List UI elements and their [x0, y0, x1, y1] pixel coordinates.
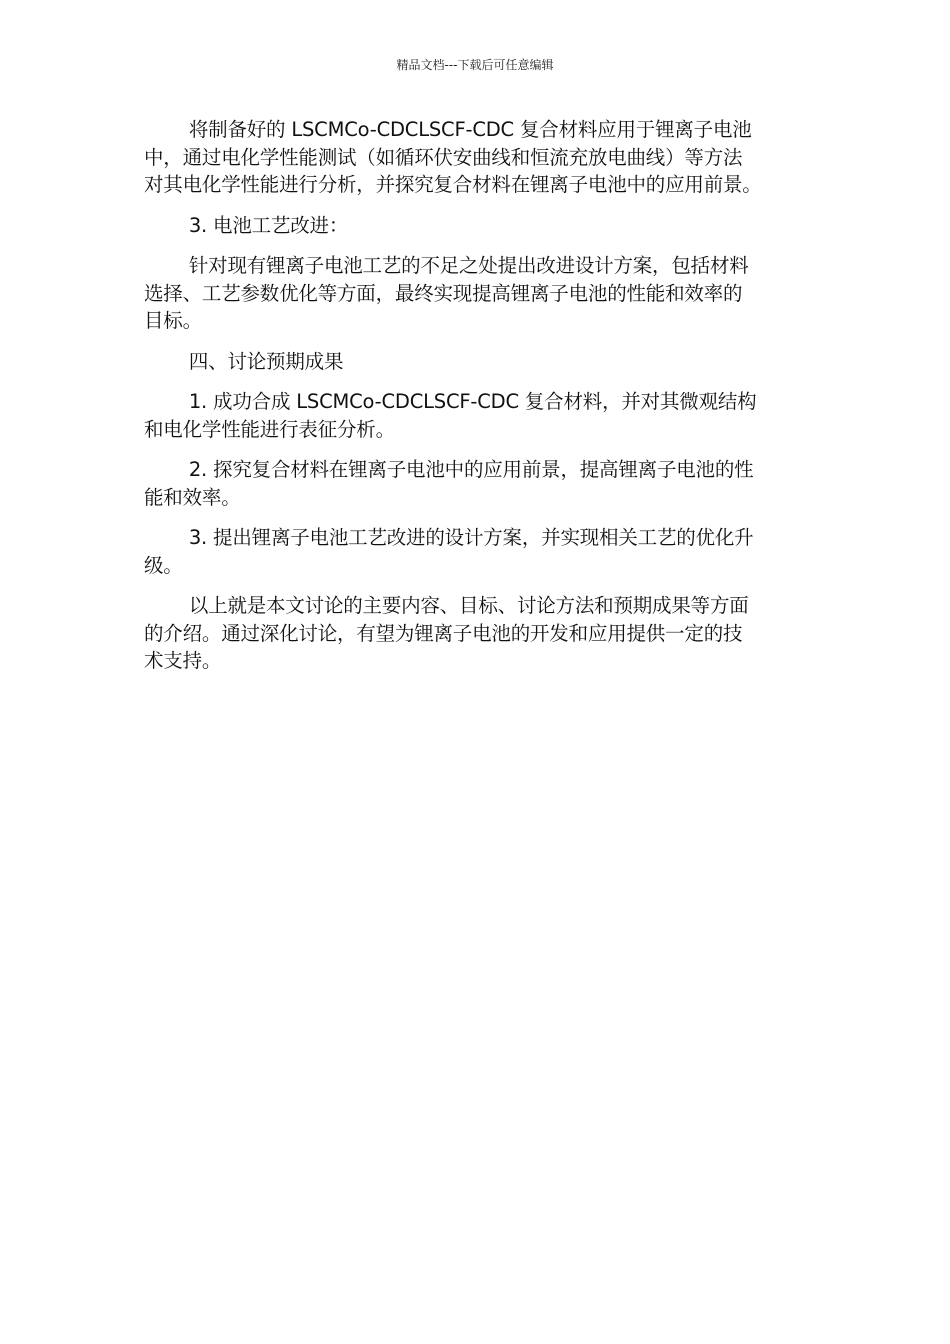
- text-line: 的介绍。通过深化讨论，有望为锂离子电池的开发和应用提供一定的技: [144, 621, 743, 645]
- text-line: 3. 提出锂离子电池工艺改进的设计方案，并实现相关工艺的优化升: [188, 526, 754, 549]
- result-item-2: [144, 456, 812, 511]
- text-line: 3. 电池工艺改进：: [188, 213, 349, 237]
- section-heading-battery-process: [144, 212, 812, 240]
- paragraph-process-improvement: [144, 252, 812, 335]
- paragraph-application: [144, 116, 812, 199]
- page-header: 精品文档---下载后可任意编辑: [396, 58, 554, 72]
- text-line: 2. 探究复合材料在锂离子电池中的应用前景，提高锂离子电池的性: [188, 458, 754, 481]
- text-line: 中，通过电化学性能测试（如循环伏安曲线和恒流充放电曲线）等方法: [144, 145, 743, 169]
- text-line: 术支持。: [144, 649, 222, 672]
- text-line: 目标。: [144, 309, 202, 332]
- text-line: 以上就是本文讨论的主要内容、目标、讨论方法和预期成果等方面: [188, 594, 749, 617]
- text-line: 1. 成功合成 LSCMCo-CDCLSCF-CDC 复合材料，并对其微观结构: [188, 390, 757, 413]
- text-line: 级。: [144, 553, 183, 577]
- result-item-3: [144, 524, 812, 579]
- section-heading-expected-results: [144, 348, 812, 376]
- document-body: [144, 116, 812, 688]
- text-line: 选择、工艺参数优化等方面，最终实现提高锂离子电池的性能和效率的: [144, 281, 743, 305]
- result-item-1: [144, 388, 812, 443]
- text-line: 将制备好的 LSCMCo-CDCLSCF-CDC 复合材料应用于锂离子电池: [188, 118, 752, 141]
- text-line: 对其电化学性能进行分析，并探究复合材料在锂离子电池中的应用前景。: [144, 173, 762, 196]
- paragraph-conclusion: [144, 592, 812, 675]
- text-line: 四、讨论预期成果: [188, 349, 344, 373]
- text-line: 能和效率。: [144, 485, 241, 509]
- text-line: 和电化学性能进行表征分析。: [144, 417, 395, 441]
- text-line: 针对现有锂离子电池工艺的不足之处提出改进设计方案，包括材料: [188, 254, 749, 277]
